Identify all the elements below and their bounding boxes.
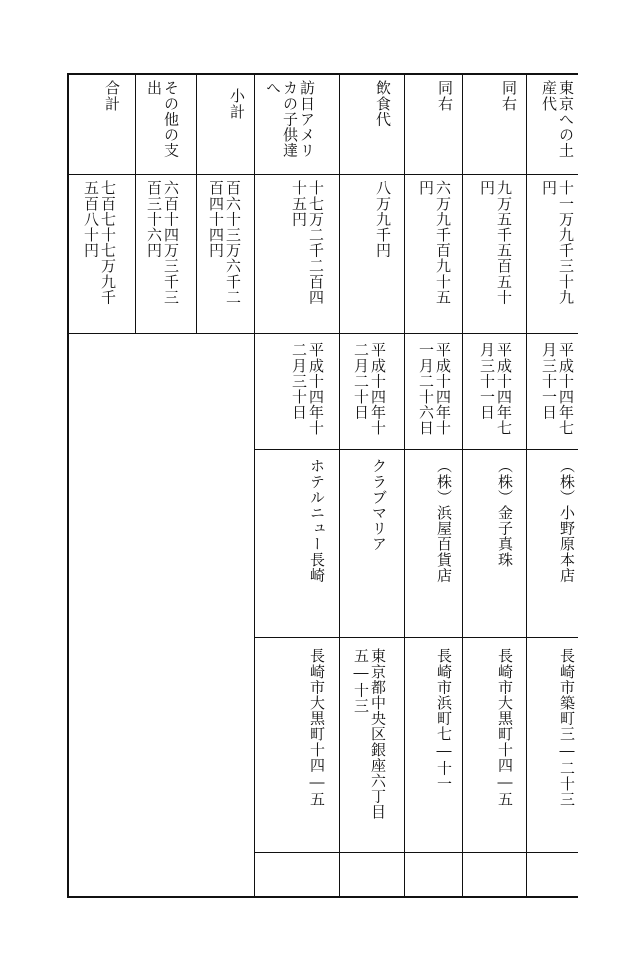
column-divider [254, 73, 255, 898]
amount-cell: 十一万九千三十九 円 [540, 180, 575, 305]
column-header: 同右 [500, 80, 518, 112]
subtotal-label: 小計 [228, 88, 246, 120]
total-amount: 七百七十七万九千 五百八十円 [82, 180, 117, 305]
amount-cell: 九万五千五百五十 円 [478, 180, 513, 305]
amount-cell: 六万九千百九十五 円 [417, 180, 452, 305]
header-row-divider [68, 174, 578, 175]
column-divider [339, 73, 340, 898]
payee-cell: クラブマリア [370, 458, 388, 552]
subtotal-amount: 百六十三万六千二 百四十四円 [207, 180, 242, 305]
date-cell: 平成十四年七 月三十一日 [478, 342, 513, 436]
total-label: 合計 [103, 80, 121, 112]
payee-row-divider [254, 637, 578, 638]
address-cell: 長崎市大黒町十四―五 [308, 648, 326, 807]
table-bottom-border [68, 896, 578, 898]
address-row-divider [254, 852, 578, 853]
table-left-border [67, 73, 69, 898]
other-expenses-amount: 六百十四万三千三 百三十六円 [145, 180, 180, 305]
column-divider [462, 73, 463, 898]
other-expenses-label: その他の支 出 [145, 80, 180, 158]
date-cell: 平成十四年十 一月二十六日 [417, 342, 452, 436]
amount-cell: 十七万二千二百四 十五円 [290, 180, 325, 305]
column-divider [135, 73, 136, 334]
date-cell: 平成十四年十 二月二十日 [352, 342, 387, 436]
column-divider [404, 73, 405, 898]
amount-cell: 八万九千円 [374, 180, 392, 258]
column-header: 訪日アメリ カの子供達 へ [264, 80, 316, 158]
column-divider [196, 73, 197, 334]
column-divider [526, 73, 527, 898]
table-top-border [68, 73, 578, 75]
date-row-divider [254, 449, 578, 450]
date-cell: 平成十四年七 月三十一日 [540, 342, 575, 436]
address-cell: 長崎市浜町七―十一 [435, 648, 453, 792]
payee-cell: ホテルニュー長崎 [308, 458, 326, 583]
column-header: 飲食代 [374, 80, 392, 127]
column-header: 東京への土 産代 [540, 80, 575, 158]
column-header: 同右 [436, 80, 454, 112]
payee-cell: （株）金子真珠 [496, 458, 514, 568]
payee-cell: （株）小野原本店 [558, 458, 576, 583]
address-cell: 東京都中央区銀座六丁目 五―十三 [352, 648, 387, 820]
date-cell: 平成十四年十 二月三十日 [290, 342, 325, 436]
payee-cell: （株）浜屋百貨店 [435, 458, 453, 583]
address-cell: 長崎市築町三―二十三 [558, 648, 576, 807]
amount-row-divider [68, 333, 578, 334]
address-cell: 長崎市大黒町十四―五 [496, 648, 514, 807]
